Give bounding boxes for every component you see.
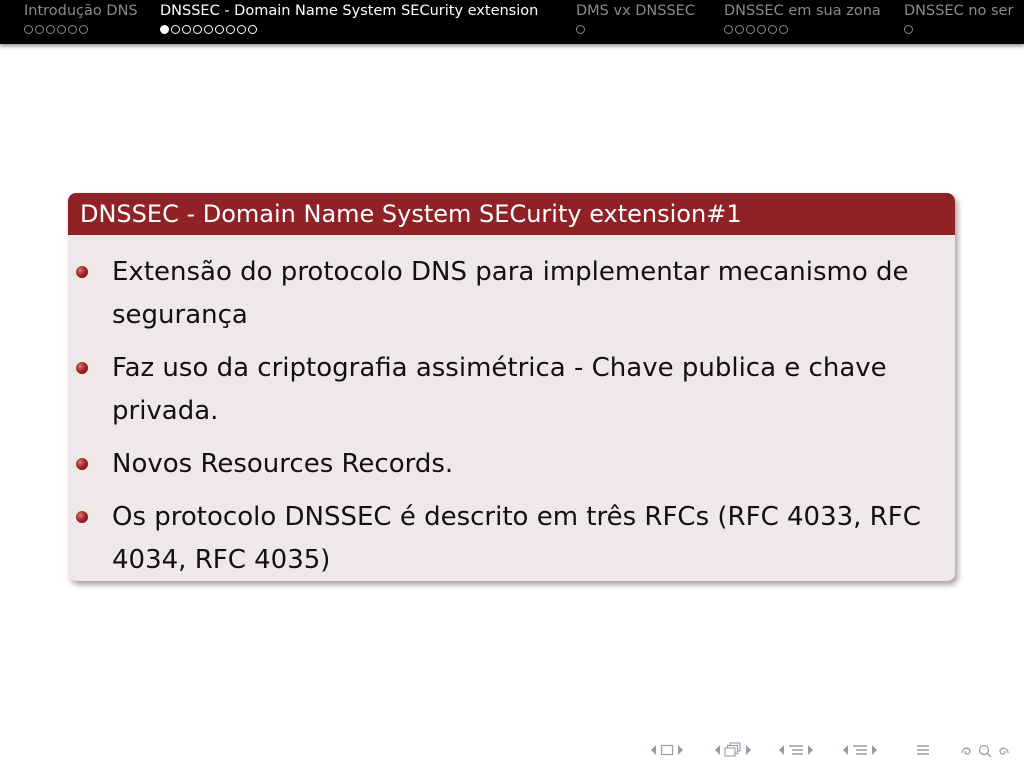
- nav-section-dnssec-servidor[interactable]: [904, 3, 1013, 34]
- slide-dot[interactable]: [35, 25, 44, 34]
- subsection-icon[interactable]: [788, 743, 804, 757]
- slide-dot[interactable]: [248, 25, 257, 34]
- frame-prev-icon[interactable]: [714, 744, 722, 756]
- nav-slide-dots: [160, 24, 538, 34]
- document-nav-group: [916, 740, 930, 760]
- slide-nav-group: [650, 740, 684, 760]
- nav-section-introducao[interactable]: [24, 3, 138, 34]
- slide-next-icon[interactable]: [676, 744, 684, 756]
- subsection-next-icon[interactable]: [806, 744, 814, 756]
- content-block: [68, 193, 955, 581]
- nav-section-title[interactable]: DNSSEC no ser: [904, 3, 1014, 19]
- slide-icon[interactable]: [660, 743, 674, 757]
- slide-dot[interactable]: [46, 25, 55, 34]
- slide-dot[interactable]: [57, 25, 66, 34]
- search-icon[interactable]: [958, 742, 1012, 758]
- document-icon[interactable]: [916, 743, 930, 757]
- subsection-nav-group: [778, 740, 814, 760]
- slide-dot[interactable]: [237, 25, 246, 34]
- nav-section-title[interactable]: DNSSEC - Domain Name System SECurity extension: [160, 3, 539, 19]
- slide-dot[interactable]: [779, 25, 788, 34]
- nav-section-dms-vs-dnssec[interactable]: [576, 3, 695, 34]
- slide-dot[interactable]: [182, 25, 191, 34]
- slide-dot[interactable]: [724, 25, 733, 34]
- list-item: [112, 443, 943, 486]
- list-item: [112, 347, 943, 433]
- list-item-text: Novos Resources Records.: [112, 449, 454, 479]
- slide-dot[interactable]: [215, 25, 224, 34]
- bullet-icon: [76, 511, 88, 523]
- slide-dot[interactable]: [79, 25, 88, 34]
- section-icon[interactable]: [852, 743, 868, 757]
- bullet-icon: [76, 458, 88, 470]
- slide-dot[interactable]: [757, 25, 766, 34]
- slide-dot[interactable]: [768, 25, 777, 34]
- nav-slide-dots: [24, 24, 138, 34]
- slide-dot[interactable]: [735, 25, 744, 34]
- current-slide-dot[interactable]: [160, 25, 169, 34]
- frame-nav-group: [714, 740, 752, 760]
- search-nav-group: [958, 740, 1012, 760]
- slide-prev-icon[interactable]: [650, 744, 658, 756]
- slide-dot[interactable]: [226, 25, 235, 34]
- nav-section-dnssec[interactable]: [160, 3, 538, 34]
- nav-section-title[interactable]: DMS vx DNSSEC: [576, 3, 695, 19]
- nav-section-title[interactable]: Introdução DNS: [24, 3, 138, 19]
- section-nav-group: [842, 740, 878, 760]
- block-body: [68, 235, 955, 581]
- slide-dot[interactable]: [576, 25, 585, 34]
- slide-dot[interactable]: [171, 25, 180, 34]
- bullet-icon: [76, 266, 88, 278]
- slide-dot[interactable]: [193, 25, 202, 34]
- list-item-text: Os protocolo DNSSEC é descrito em três RFCs (RFC 4033, RFC 4034, RFC 4035): [112, 502, 921, 575]
- section-next-icon[interactable]: [870, 744, 878, 756]
- subsection-prev-icon[interactable]: [778, 744, 786, 756]
- section-navbar: [0, 0, 1024, 44]
- slide-dot[interactable]: [68, 25, 77, 34]
- list-item-text: Extensão do protocolo DNS para implementar mecanismo de segurança: [112, 257, 909, 330]
- nav-slide-dots: [724, 24, 881, 34]
- nav-slide-dots: [904, 24, 1013, 34]
- frame-icon[interactable]: [724, 742, 742, 758]
- slide-dot[interactable]: [24, 25, 33, 34]
- frame-next-icon[interactable]: [744, 744, 752, 756]
- list-item: [112, 496, 943, 581]
- slide-dot[interactable]: [746, 25, 755, 34]
- list-item: [112, 251, 943, 337]
- slide-dot[interactable]: [904, 25, 913, 34]
- nav-section-dnssec-zona[interactable]: [724, 3, 881, 34]
- nav-slide-dots: [576, 24, 695, 34]
- bullet-icon: [76, 362, 88, 374]
- section-prev-icon[interactable]: [842, 744, 850, 756]
- block-title: DNSSEC - Domain Name System SECurity extension#1: [68, 193, 955, 235]
- list-item-text: Faz uso da criptografia assimétrica - Chave publica e chave privada.: [112, 353, 887, 426]
- nav-section-title[interactable]: DNSSEC em sua zona: [724, 3, 881, 19]
- slide-dot[interactable]: [204, 25, 213, 34]
